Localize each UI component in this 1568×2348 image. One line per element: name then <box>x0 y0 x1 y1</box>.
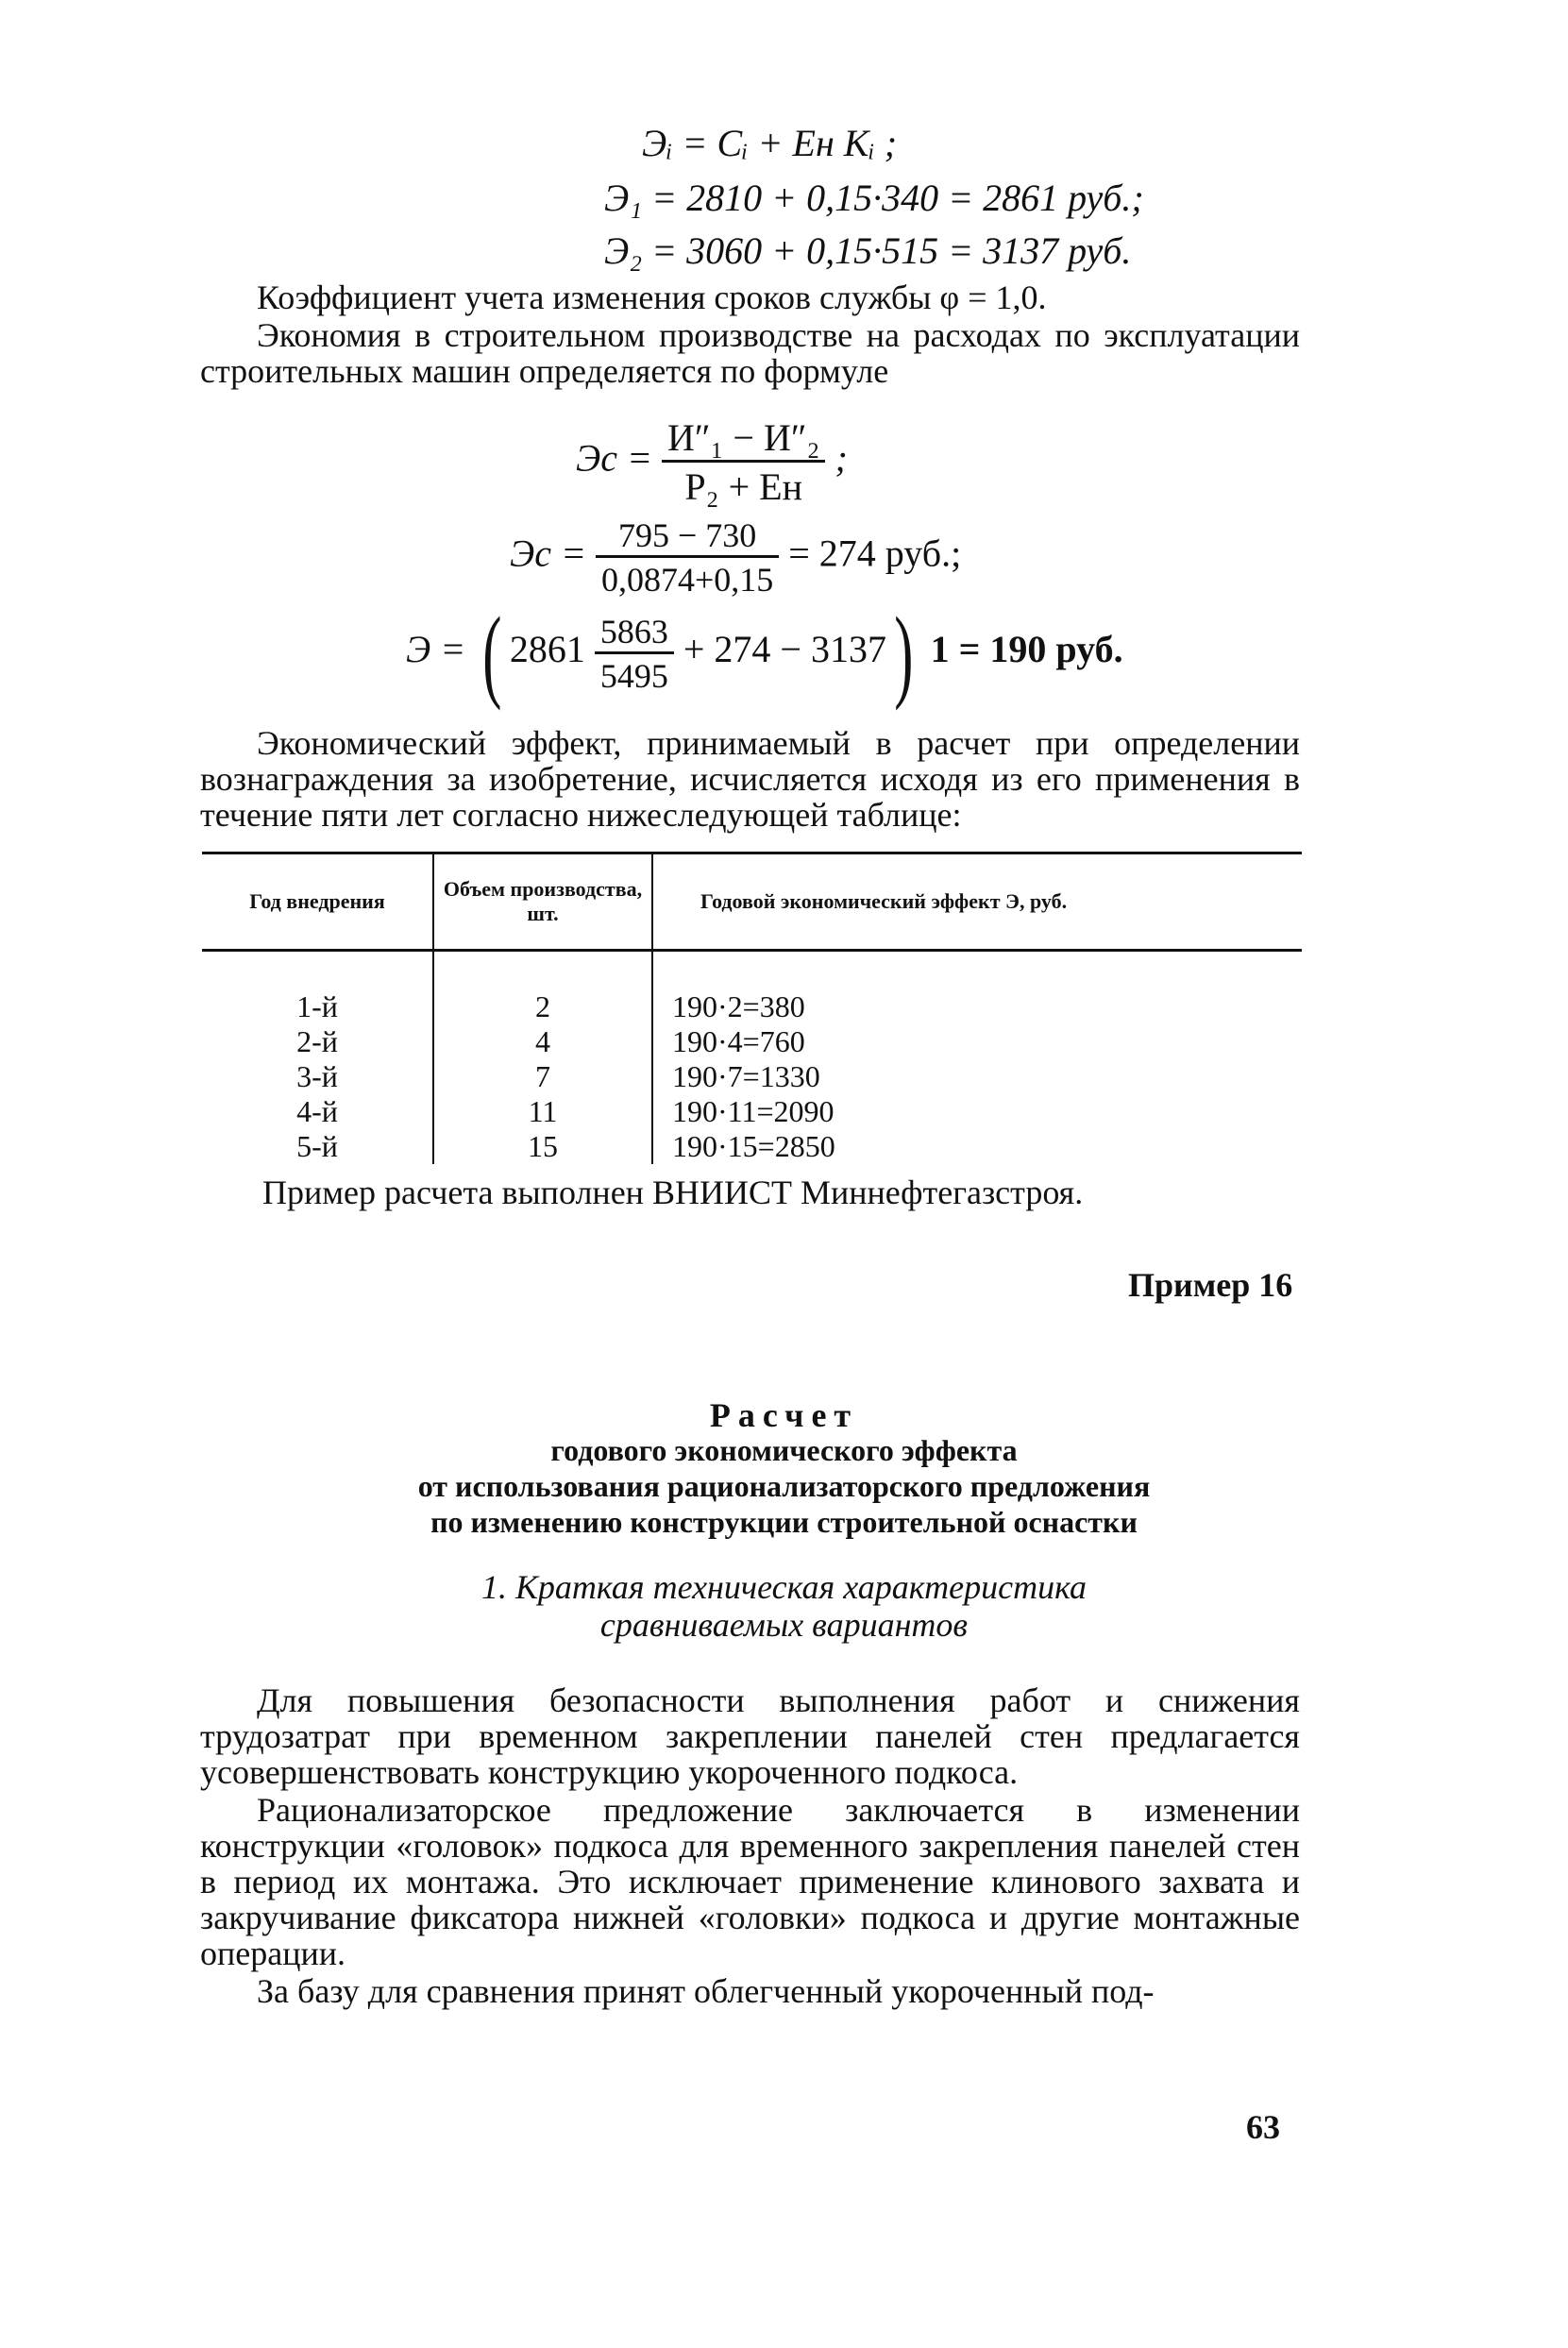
cell-effect: 190·15=2850 <box>672 1129 835 1163</box>
formula-e-1: Э₁ = 2810 + 0,15·340 = 2861 руб.; <box>604 177 1144 219</box>
formula-e-2: Э₂ = 3060 + 0,15·515 = 3137 руб. <box>604 229 1132 272</box>
right-paren-icon: ) <box>894 596 914 711</box>
cell-year: 4-й <box>296 1094 338 1128</box>
paragraph-3: За базу для сравнения принят облегченный укороченный под- <box>257 1972 1155 2010</box>
paragraph-1: Для повышения безопасности выполнения работ и снижения трудозатрат при временном закреплении панелей стен предлагается усовершенствовать конструкцию укороченного подкоса. <box>200 1681 1300 1791</box>
formula-total-denominator: 5495 <box>595 651 674 696</box>
formula-total-a: 2861 <box>509 628 585 671</box>
formula-e-i: Эᵢ = Cᵢ + Eн Kᵢ ; <box>642 122 898 164</box>
page-number: 63 <box>1246 2108 1280 2146</box>
formula-total <box>406 596 1123 711</box>
table-row <box>202 1024 1302 1059</box>
cell-volume: 7 <box>433 1059 652 1094</box>
cell-year: 2-й <box>296 1024 338 1058</box>
cell-volume: 11 <box>433 1094 652 1129</box>
formula-ec <box>576 415 848 509</box>
header-effect: Годовой экономический эффект Э, руб. <box>652 853 1302 951</box>
cell-year: 3-й <box>296 1059 338 1093</box>
effect-table <box>202 852 1302 1164</box>
formula-ec-value-denominator: 0,0874+0,15 <box>596 555 779 600</box>
paragraph-2: Рационализаторское предложение заключается в изменении конструкции «головок» подкоса для временного закрепления панелей стен в период их монтажа. Это исключает применение клинового захвата и закручивание фиксатора нижней «головки» подкоса и другие монтажные операции. <box>200 1791 1300 1972</box>
header-year: Год внедрения <box>202 853 433 951</box>
formula-ec-tail: ; <box>835 436 848 480</box>
formula-ec-lhs: Эс = <box>576 436 652 480</box>
cell-effect: 190·2=380 <box>672 989 805 1023</box>
formula-ec-value-numerator: 795 − 730 <box>617 516 757 554</box>
section-title: Расчет <box>709 1396 859 1434</box>
cell-effect: 190·11=2090 <box>672 1094 835 1128</box>
formula-total-b: + 274 − 3137 <box>683 628 886 671</box>
effect-paragraph: Экономический эффект, принимаемый в расчет при определении вознаграждения за изобретение, исчисляется исходя из его применения в течение пяти лет согласно нижеследующей таблице: <box>200 724 1300 834</box>
subsection-heading-2: сравниваемых вариантов <box>599 1606 969 1644</box>
table-row <box>202 1094 1302 1129</box>
formula-ec-numerator: И″₁ − И″₂ <box>666 416 820 459</box>
left-paren-icon: ( <box>482 596 502 711</box>
cell-volume: 4 <box>433 1024 652 1059</box>
formula-ec-value-tail: = 274 руб.; <box>788 532 962 575</box>
calculation-credit: Пример расчета выполнен ВНИИСТ Миннефтегазстроя. <box>262 1174 1084 1211</box>
formula-ec-fraction <box>662 415 826 509</box>
formula-ec-value-lhs: Эс = <box>510 532 586 575</box>
table-row <box>202 989 1302 1024</box>
cell-effect: 190·7=1330 <box>672 1059 820 1093</box>
coefficient-text: Коэффициент учета изменения сроков службы φ = 1,0. <box>257 279 1047 316</box>
formula-total-numerator: 5863 <box>599 612 668 650</box>
formula-ec-denominator: P₂ + Eн <box>662 460 826 509</box>
subsection-heading-1: 1. Краткая техническая характеристика <box>481 1568 1087 1606</box>
economy-intro-paragraph: Экономия в строительном производстве на расходах по эксплуатации строительных машин определяется по формуле <box>200 316 1300 390</box>
example-label: Пример 16 <box>1128 1266 1293 1304</box>
section-subtitle-1: годового экономического эффекта <box>550 1433 1018 1467</box>
formula-total-tail: 1 = 190 руб. <box>930 628 1123 671</box>
header-volume: Объем производства, шт. <box>433 853 652 951</box>
table-row <box>202 1059 1302 1094</box>
section-subtitle-2: от использования рационализаторского предложения <box>417 1469 1151 1503</box>
formula-total-fraction <box>595 612 674 696</box>
formula-ec-value <box>510 515 961 600</box>
formula-ec-value-fraction <box>596 515 779 600</box>
cell-volume: 15 <box>433 1129 652 1164</box>
table-header-row <box>202 853 1302 951</box>
table-spacer-row <box>202 951 1302 990</box>
cell-year: 5-й <box>296 1129 338 1163</box>
cell-volume: 2 <box>433 989 652 1024</box>
cell-year: 1-й <box>296 989 338 1023</box>
section-subtitle-3: по изменению конструкции строительной оснастки <box>430 1505 1138 1539</box>
formula-total-lhs: Э = <box>406 628 466 671</box>
table-row <box>202 1129 1302 1164</box>
cell-effect: 190·4=760 <box>672 1024 805 1058</box>
